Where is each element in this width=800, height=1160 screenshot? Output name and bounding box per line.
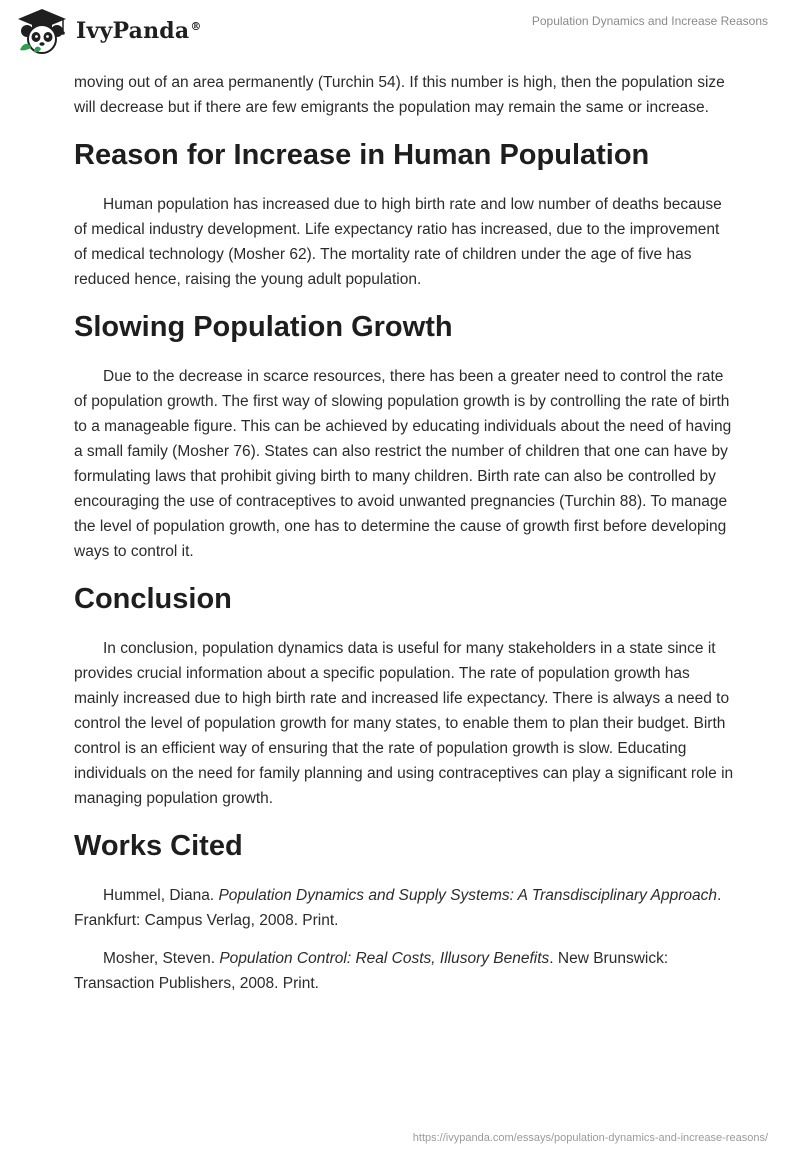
citation-entry: Hummel, Diana. Population Dynamics and Supply Systems: A Transdisciplinary Approach. Frankfurt: Campus Verlag, 2008. Print.: [74, 887, 722, 929]
document-title: Population Dynamics and Increase Reasons: [531, 14, 768, 28]
section-heading-conclusion: Conclusion: [74, 583, 232, 615]
section-paragraph-slowing: Due to the decrease in scarce resources, there has been a greater need to control the rate of population growth. The first way of slowing population growth is by controlling the rate of birth to a manageable figure. This can be achieved by educating individuals about the need of having a small family (Mosher 76). States can also restrict the number of children that one can have by formulating laws that prohibit giving birth to many children. Birth rate can also be controlled by encouraging the use of contraceptives to avoid unwanted pregnancies (Turchin 88). To manage the level of population growth, one has to determine the cause of growth first before developing ways to control it.: [74, 368, 732, 560]
section-heading-slowing: Slowing Population Growth: [74, 311, 453, 343]
page-header: [0, 0, 800, 66]
panda-graduate-icon: [14, 6, 70, 56]
essay-content: [74, 70, 734, 1009]
section-heading-increase: Reason for Increase in Human Population: [74, 139, 650, 171]
section-paragraph-increase: Human population has increased due to high birth rate and low number of deaths because of medical industry development. Life expectancy ratio has increased, due to the improvement of medical technology (Mosher 62). The mortality rate of children under the age of five has reduced hence, raising the young adult population.: [74, 196, 722, 288]
section-paragraph-conclusion: In conclusion, population dynamics data is useful for many stakeholders in a state since it provides crucial information about a specific population. The rate of population growth has mainly increased due to high birth rate and increased life expectancy. There is always a need to control the level of population growth for many states, to enable them to plan their budget. Birth control is an efficient way of ensuring that the rate of population growth is slow. Educating individuals on the need for family planning and using contraceptives can play a significant role in managing population growth.: [74, 640, 734, 807]
source-url[interactable]: https://ivypanda.com/essays/population-dynamics-and-increase-reasons/: [412, 1132, 768, 1144]
intro-paragraph: moving out of an area permanently (Turchin 54). If this number is high, then the population size will decrease but if there are few emigrants the population may remain the same or increase.: [74, 74, 725, 116]
brand-name: IvyPanda®: [76, 18, 202, 44]
ivypanda-logo[interactable]: [14, 6, 202, 56]
works-cited-heading: Works Cited: [74, 830, 243, 862]
citation-entry: Mosher, Steven. Population Control: Real Costs, Illusory Benefits. New Brunswick: Transaction Publishers, 2008. Print.: [74, 950, 669, 992]
